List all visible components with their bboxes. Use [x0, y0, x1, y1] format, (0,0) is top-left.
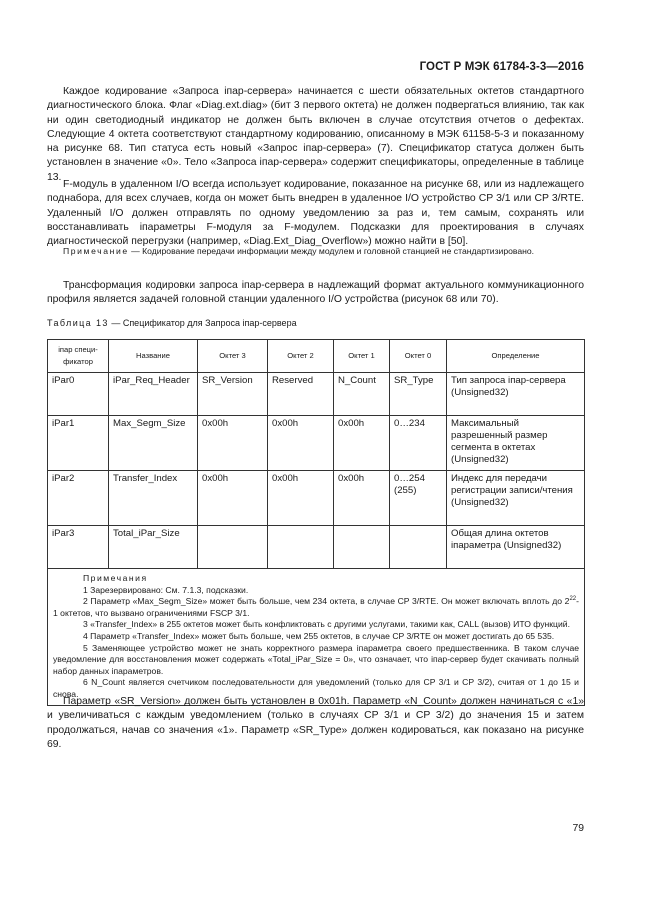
note-paragraph — [47, 245, 584, 258]
note-item-text: -1 октетов, что вызвано ограничениями FSCP 3/1. — [53, 596, 579, 618]
notes-title: Примечания — [83, 573, 148, 583]
table-caption — [47, 318, 297, 328]
note-exponent: 22 — [569, 596, 577, 603]
note-item: 4 Параметр «Transfer_Index» может быть больше, чем 255 октетов, в случае CP 3/RTE он может достигать до 65 535. — [83, 630, 555, 641]
table-row — [48, 373, 585, 416]
table-cell: Max_Segm_Size — [109, 416, 198, 471]
table-row — [48, 526, 585, 569]
page-number: 79 — [572, 823, 584, 834]
table-notes — [48, 569, 585, 706]
table-cell: iPar2 — [48, 471, 109, 526]
table-cell: iPar0 — [48, 373, 109, 416]
paragraph-sr-version — [47, 695, 584, 752]
table-cell — [198, 526, 268, 569]
note-item: 3 «Transfer_Index» в 255 октетов может быть конфликтовать с другими услугами, такими как, CALL (вызов) ИТО функций. — [83, 619, 570, 630]
table-cell: Reserved — [268, 373, 334, 416]
table-cell: 0x00h — [334, 416, 390, 471]
paragraph-text: Трансформация кодировки запроса iпар-сервера в надлежащий формат актуального коммуникационного профиля является задачей головной станции удаленного I/O устройства (рисунок 68 или 70). — [47, 280, 584, 306]
table-caption-label: Таблица 13 — [47, 318, 109, 328]
table-cell — [268, 526, 334, 569]
note-text: — Кодирование передачи информации между модулем и головной станцией не стандартизировано. — [128, 246, 535, 256]
note-label: Примечание — [63, 246, 129, 256]
table-cell — [390, 526, 447, 569]
table-cell: Максимальный разрешенный размер сегмента в октетах (Unsigned32) — [447, 416, 585, 471]
note-item: 5 Заменяющее устройство может не знать корректного размера iпараметра своего предшественника. В таком случае уведомление для восстановления может содержать «Total_iPar_Size = 0», что означает, что iпар-сервер будет скачивать полный набор данных iпараметров. — [53, 642, 579, 676]
column-header: iпар спецификатор — [48, 340, 109, 373]
paragraph-transformation — [47, 279, 584, 308]
table-cell: Индекс для передачи регистрации записи/чтения (Unsigned32) — [447, 471, 585, 526]
column-header: Октет 2 — [268, 340, 334, 373]
column-header: Определение — [447, 340, 585, 373]
table-cell: Total_iPar_Size — [109, 526, 198, 569]
table-cell: Тип запроса iпар-сервера (Unsigned32) — [447, 373, 585, 416]
specifier-table — [47, 339, 585, 706]
table-row — [48, 471, 585, 526]
table-cell: Общая длина октетов iпараметра (Unsigned32) — [447, 526, 585, 569]
table-header-row — [48, 340, 585, 373]
note-item — [53, 596, 579, 619]
table-cell: 0…234 — [390, 416, 447, 471]
note-item: 1 Зарезервировано: См. 7.1.3, подсказки. — [83, 584, 249, 595]
paragraph-text: Каждое кодирование «Запроса iпар-сервера» начинается с шести обязательных октетов стандартного диагностического блока. Флаг «Diag.ext.diag» (бит 3 первого октета) не должен подвергаться влиянию, так как ни один светодиодный индикатор не должен быть включен в случае отсутствия отчетов о дефектах. Следующие 4 октета соответствуют стандартному кодированию, описанному в МЭК 61158-5-3 и показанному на рисунке 68. Тип статуса есть новый «Запрос iпар-сервера» (7). Спецификатор статуса должен быть установлен в значение «0». Тело «Запроса iпар-сервера» содержит спецификаторы, определенные в таблице 13. — [47, 86, 584, 183]
table-notes-row — [48, 569, 585, 706]
table-caption-text: — Спецификатор для Запроса iпар-сервера — [108, 318, 297, 328]
table-cell: 0…254 (255) — [390, 471, 447, 526]
note-item: 6 N_Count является счетчиком последовательности для уведомлений (только для CP 3/1 и CP 3/2), считая от 1 до 15 и снова. — [53, 677, 579, 699]
table-cell: Transfer_Index — [109, 471, 198, 526]
table-cell: SR_Version — [198, 373, 268, 416]
table-cell: 0x00h — [334, 471, 390, 526]
table-cell: 0x00h — [198, 416, 268, 471]
table-cell: iPar1 — [48, 416, 109, 471]
table-cell: iPar_Req_Header — [109, 373, 198, 416]
paragraph-text: Параметр «SR_Version» должен быть установлен в 0x01h. Параметр «N_Count» должен начинаться с «1» и увеличиваться с каждым уведомлением (только в случаях CP 3/1 и CP 3/2) до значения 15 и затем продолжаться, начав со значения «1». Параметр «SR_Type» должен кодироваться, как показано на рисунке 69. — [47, 696, 584, 750]
paragraph-intro — [47, 85, 584, 185]
table-cell: 0x00h — [198, 471, 268, 526]
column-header: Октет 0 — [390, 340, 447, 373]
note-item-text: 2 Параметр «Max_Segm_Size» может быть больше, чем 234 октета, в случае CP 3/RTE. Он может включать вплоть до 2 — [83, 596, 570, 607]
note-line — [47, 245, 584, 258]
paragraph-text: F-модуль в удаленном I/O всегда использует кодирование, показанное на рисунке 68, или из надлежащего поднабора, для всех случаев, когда он может быть внедрен в удаленное I/O устройство CP 3/1 или CP 3/RTE. Удаленный I/O должен отправлять по одному уведомлению за раз и, тем самым, сохранять или восстанавливать iпараметры F-модуля за F-модулем. Подсказки для проектирования в случаях диагностической перегрузки (например, «Diag.Ext_Diag_Overflow») можно найти в [50]. — [47, 179, 584, 248]
column-header: Октет 3 — [198, 340, 268, 373]
table-cell: iPar3 — [48, 526, 109, 569]
paragraph-f-module — [47, 178, 584, 249]
table-cell: N_Count — [334, 373, 390, 416]
table-cell — [334, 526, 390, 569]
table-row — [48, 416, 585, 471]
table-cell: SR_Type — [390, 373, 447, 416]
column-header: Название — [109, 340, 198, 373]
table-cell: 0x00h — [268, 416, 334, 471]
column-header: Октет 1 — [334, 340, 390, 373]
document-header: ГОСТ Р МЭК 61784-3-3—2016 — [419, 61, 584, 73]
table-cell: 0x00h — [268, 471, 334, 526]
